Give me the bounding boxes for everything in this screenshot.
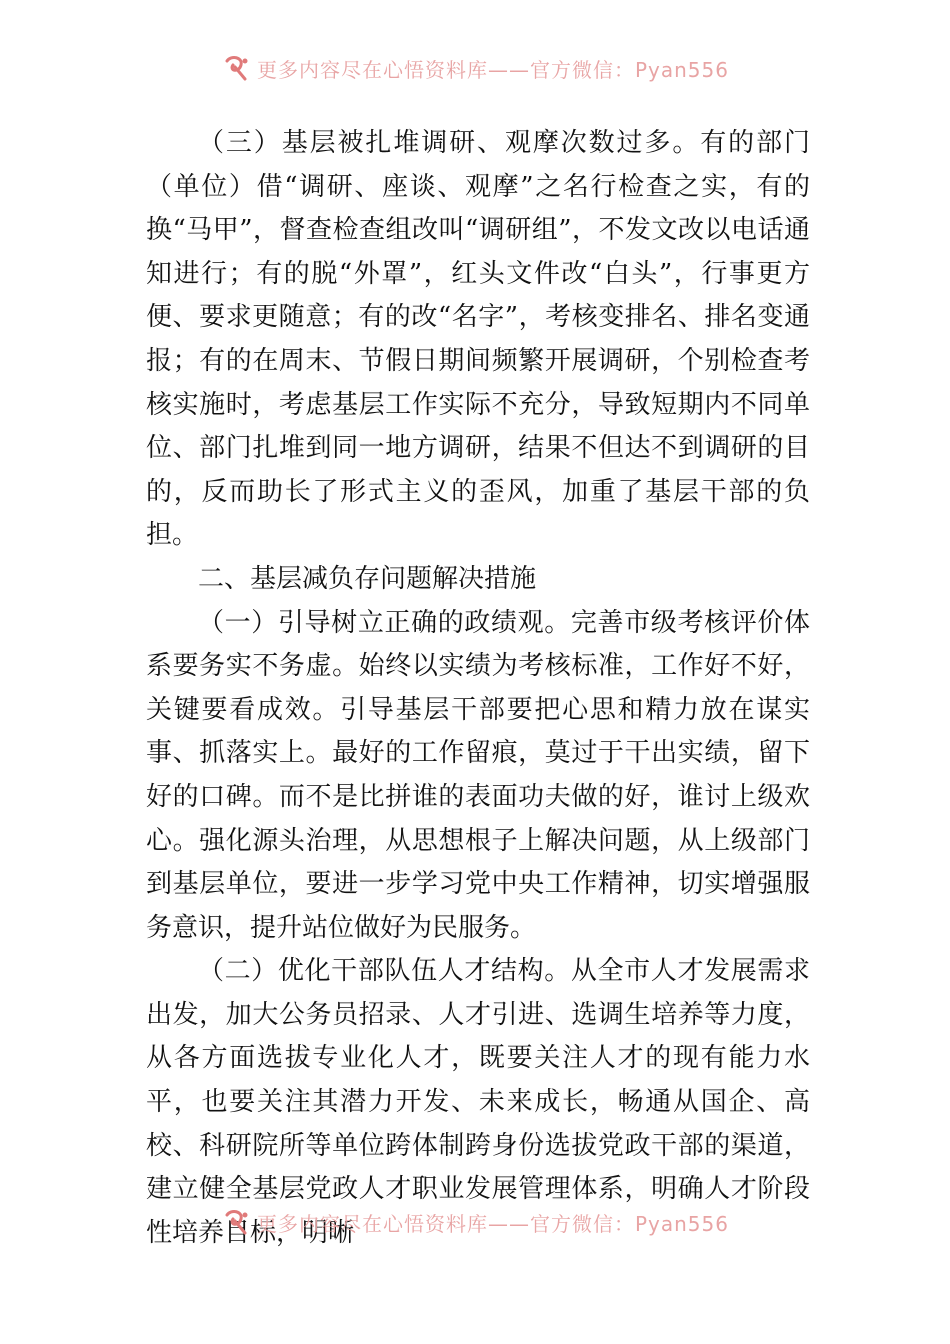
logo-icon bbox=[221, 1207, 251, 1237]
paragraph-measure-two: （二）优化干部队伍人才结构。从全市人才发展需求出发，加大公务员招录、人才引进、选调生培养等力度，从各方面选拔专业化人才，既要关注人才的现有能力水平，也要关注其潜力开发、未来成长，畅通从国企、高校、科研院所等单位跨体制跨身份选拔党政干部的渠道，建立健全基层党政人才职业发展管理体系，明确人才阶段性培养目标，明晰 bbox=[146, 956, 810, 1248]
watermark-text: 更多内容尽在心悟资料库——官方微信：Pyan556 bbox=[256, 1211, 729, 1236]
paragraph-measure-one: （一）引导树立正确的政绩观。完善市级考核评价体系要务实不务虚。始终以实绩为考核标准，工作好不好，关键要看成效。引导基层干部要把心思和精力放在谋实事、抓落实上。最好的工作留痕，莫过于干出实绩，留下好的口碑。而不是比拼谁的表面功夫做的好，谁讨上级欢心。强化源头治理，从思想根子上解决问题，从上级部门到基层单位，要进一步学习党中央工作精神，切实增强服务意识，提升站位做好为民服务。 bbox=[146, 607, 810, 943]
document-body bbox=[146, 122, 810, 1255]
logo-icon bbox=[221, 53, 251, 83]
header-watermark bbox=[0, 48, 950, 88]
watermark-text: 更多内容尽在心悟资料库——官方微信：Pyan556 bbox=[256, 57, 729, 82]
section-heading: 二、基层减负存问题解决措施 bbox=[198, 563, 537, 594]
paragraph-issue-three: （三）基层被扎堆调研、观摩次数过多。有的部门（单位）借“调研、座谈、观摩”之名行检查之实，有的换“马甲”，督查检查组改叫“调研组”，不发文改以电话通知进行；有的脱“外罩”，红头文件改“白头”，行事更方便、要求更随意；有的改“名字”，考核变排名、排名变通报；有的在周末、节假日期间频繁开展调研，个别检查考核实施时，考虑基层工作实际不充分，导致短期内不同单位、部门扎堆到同一地方调研，结果不但达不到调研的目的，反而助长了形式主义的歪风，加重了基层干部的负担。 bbox=[146, 128, 810, 551]
footer-watermark bbox=[0, 1202, 950, 1242]
